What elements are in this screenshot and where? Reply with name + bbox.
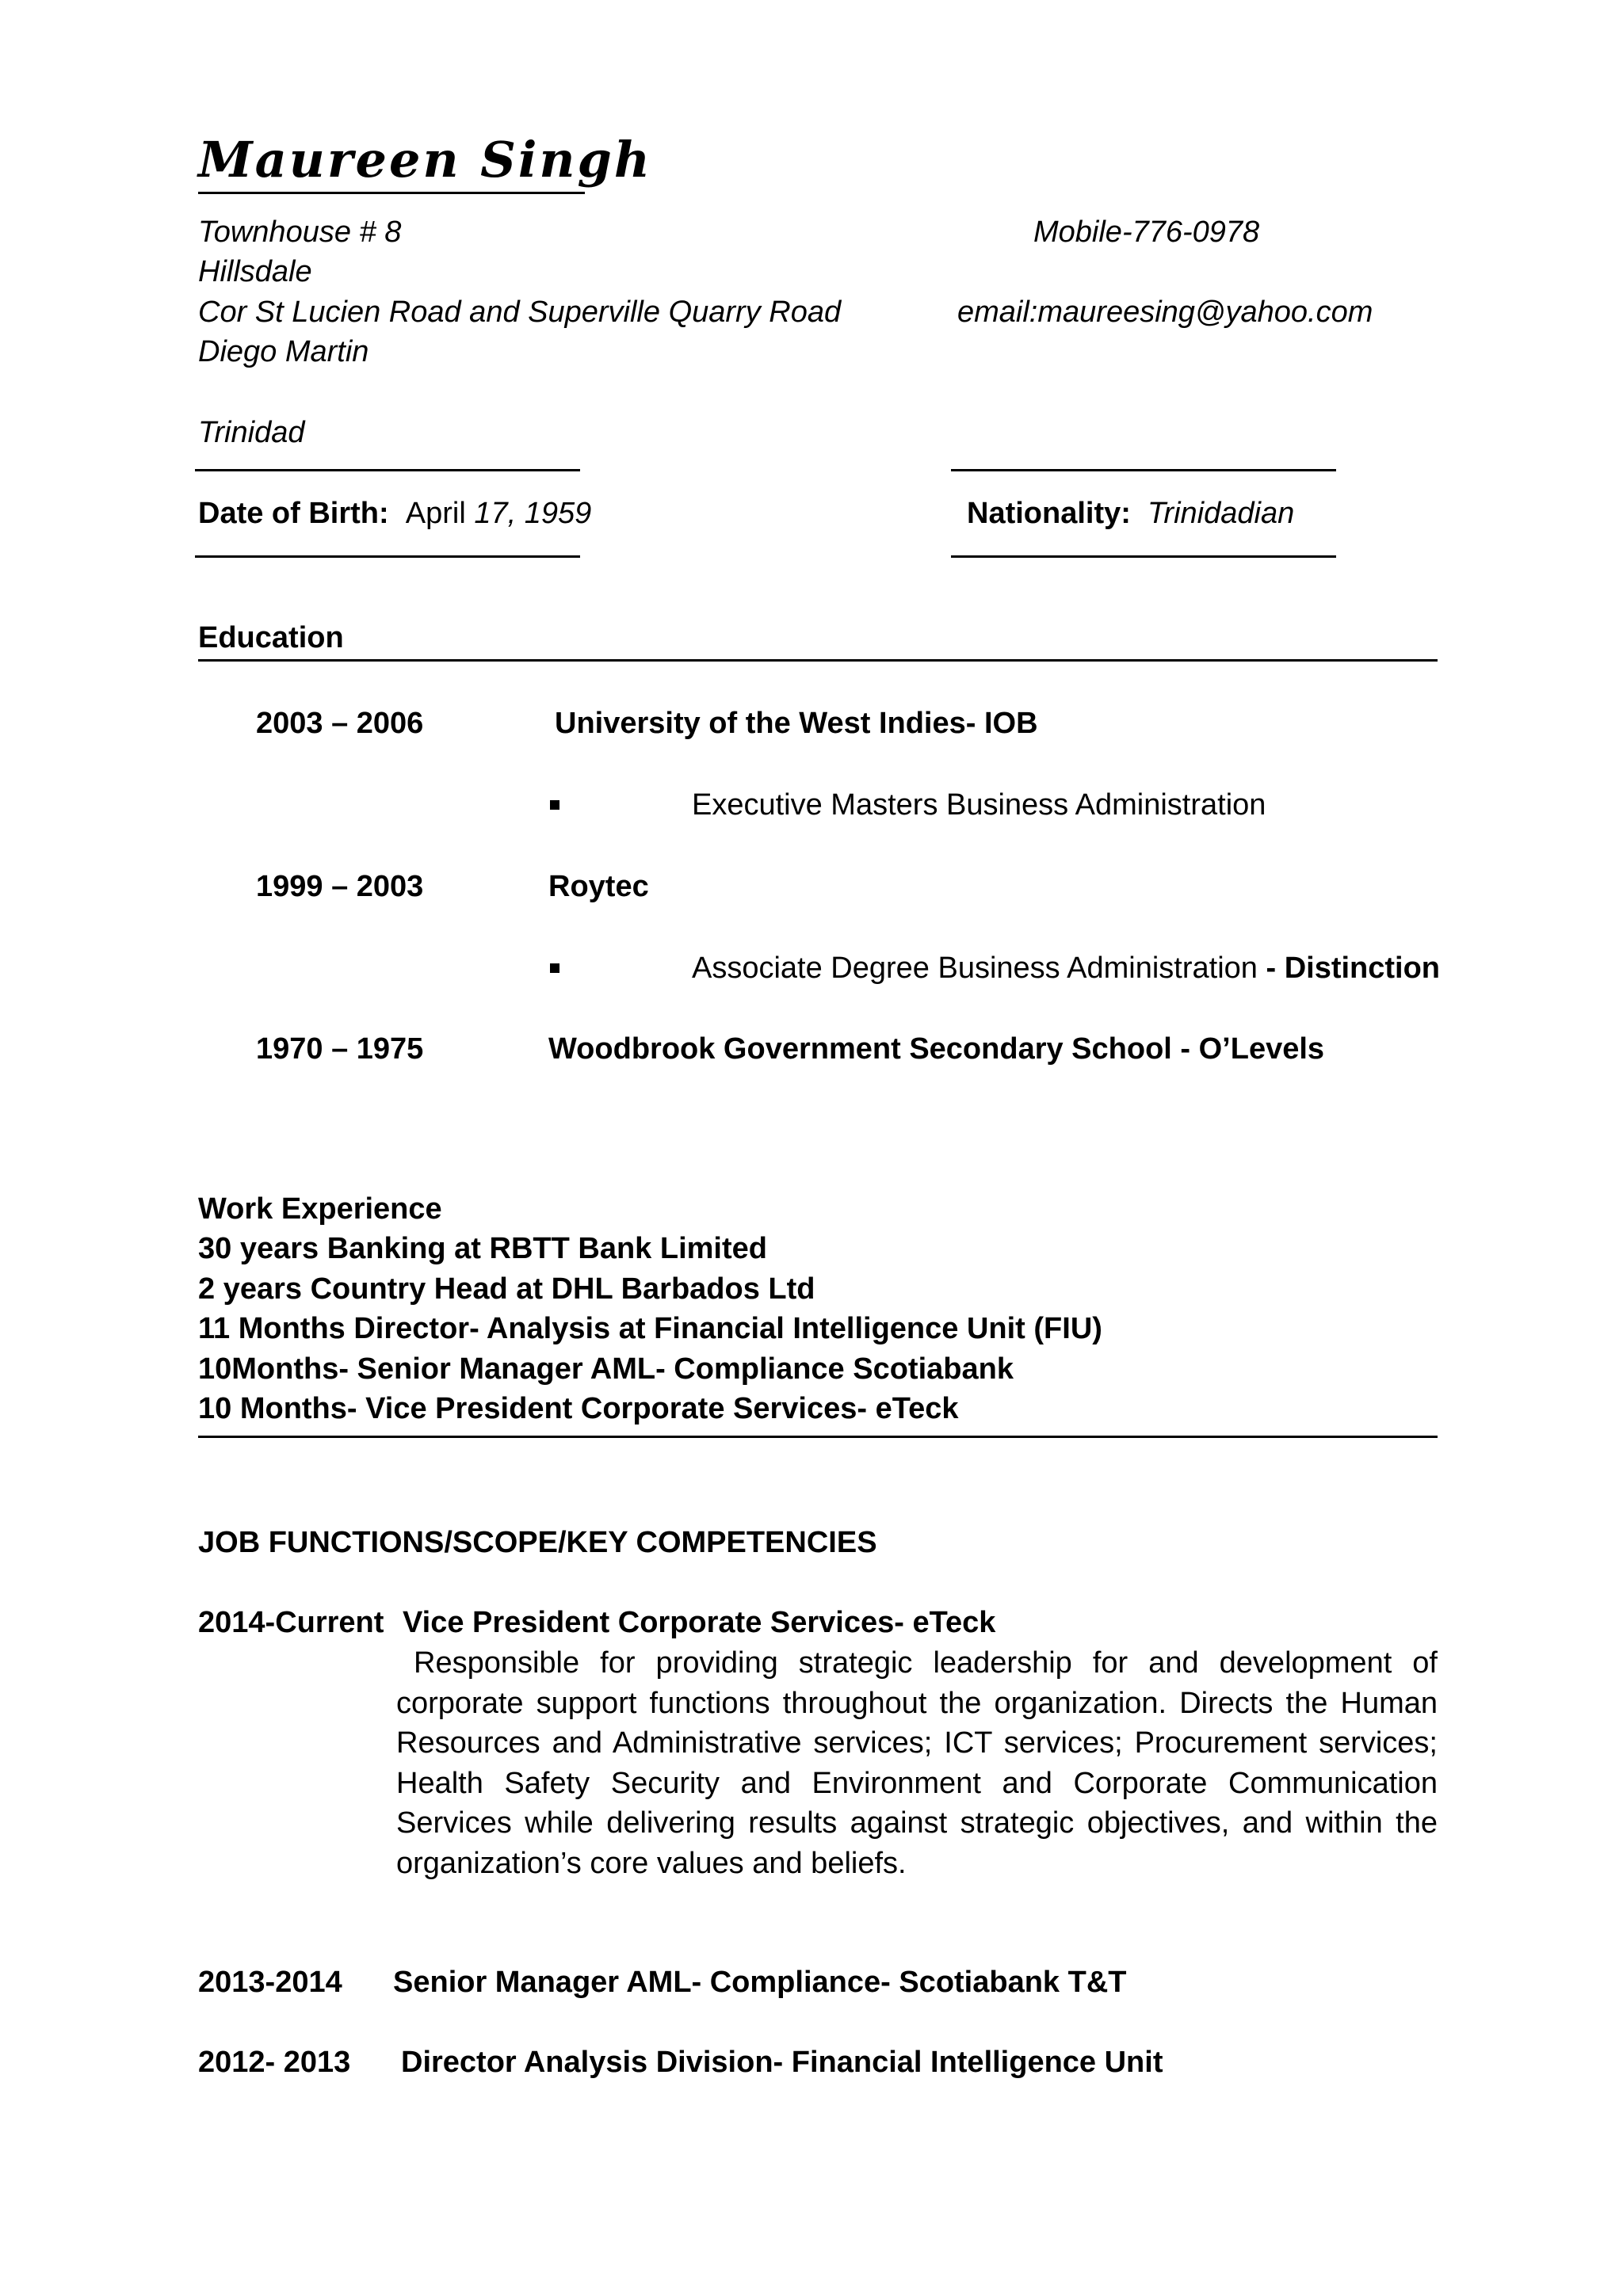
edu-years-1: 2003 – 2006 [256,707,424,740]
role-period-2: 2013-2014 [198,1966,342,1999]
edu-school-1: University of the West Indies- IOB [555,707,1038,740]
dob-label: Date of Birth: [198,497,389,530]
mobile-number: Mobile-776-0978 [1033,215,1260,249]
edu-detail-2 [692,948,1440,988]
work-line-5: 10 Months- Vice President Corporate Services- eTeck [198,1392,959,1425]
address-line-1: Townhouse # 8 [198,215,402,249]
dob-date: 17, 1959 [474,497,592,530]
functions-heading: JOB FUNCTIONS/SCOPE/KEY COMPETENCIES [198,1526,877,1559]
edu-school-3: Woodbrook Government Secondary School - O’Levels [548,1032,1325,1066]
role-period-3: 2012- 2013 [198,2046,351,2079]
education-rule [198,659,1438,662]
role-description-1: Responsible for providing strategic leadership for and development of corporate support functions throughout the organization. Directs the Human Resources and Administrative services; ICT services; Procurement services; Health Safety Security and Environment and Corporate Communication Services while delivering results against strategic objectives, and within the organization’s core values and beliefs. [396,1646,1438,1880]
edu-years-2: 1999 – 2003 [256,870,424,903]
nationality-rule-bottom [951,555,1336,558]
edu-detail-1: Executive Masters Business Administration [692,788,1266,822]
work-line-1: 30 years Banking at RBTT Bank Limited [198,1232,767,1265]
work-line-3: 11 Months Director- Analysis at Financial Intelligence Unit (FIU) [198,1312,1102,1345]
address-line-3: Cor St Lucien Road and Superville Quarry Road [198,296,842,329]
role-title-1: Vice President Corporate Services- eTeck [403,1606,996,1639]
address-line-4: Diego Martin [198,335,369,368]
email-address: email:maureesing@yahoo.com [957,296,1373,329]
address-line-2: Hillsdale [198,255,312,288]
nationality-label: Nationality: [967,497,1131,530]
nationality-value: Trinidadian [1148,497,1295,530]
candidate-name: Maureen Singh [198,131,652,189]
role-title-3: Director Analysis Division- Financial Intelligence Unit [401,2046,1163,2079]
address-line-5: Trinidad [198,416,305,449]
role-period-1: 2014-Current [198,1606,384,1639]
dob-rule-top [195,469,580,471]
work-line-4: 10Months- Senior Manager AML- Compliance Scotiabank [198,1352,1014,1386]
role-title-2: Senior Manager AML- Compliance- Scotiabank T&T [393,1966,1127,1999]
bullet-icon [550,963,559,973]
bullet-icon [550,800,559,810]
dob-month: April [405,497,466,530]
name-underline [198,192,585,194]
edu-school-2: Roytec [548,870,649,903]
nationality-rule-top [951,469,1336,471]
nationality [967,494,1294,533]
edu-detail-2-text: Associate Degree Business Administration [692,952,1258,985]
work-heading: Work Experience [198,1192,442,1226]
education-heading: Education [198,621,344,654]
edu-years-3: 1970 – 1975 [256,1032,424,1066]
work-rule [198,1436,1438,1438]
dob-rule-bottom [195,555,580,558]
date-of-birth [198,494,591,533]
work-line-2: 2 years Country Head at DHL Barbados Ltd [198,1272,815,1306]
edu-detail-2-distinction: - Distinction [1257,952,1441,985]
